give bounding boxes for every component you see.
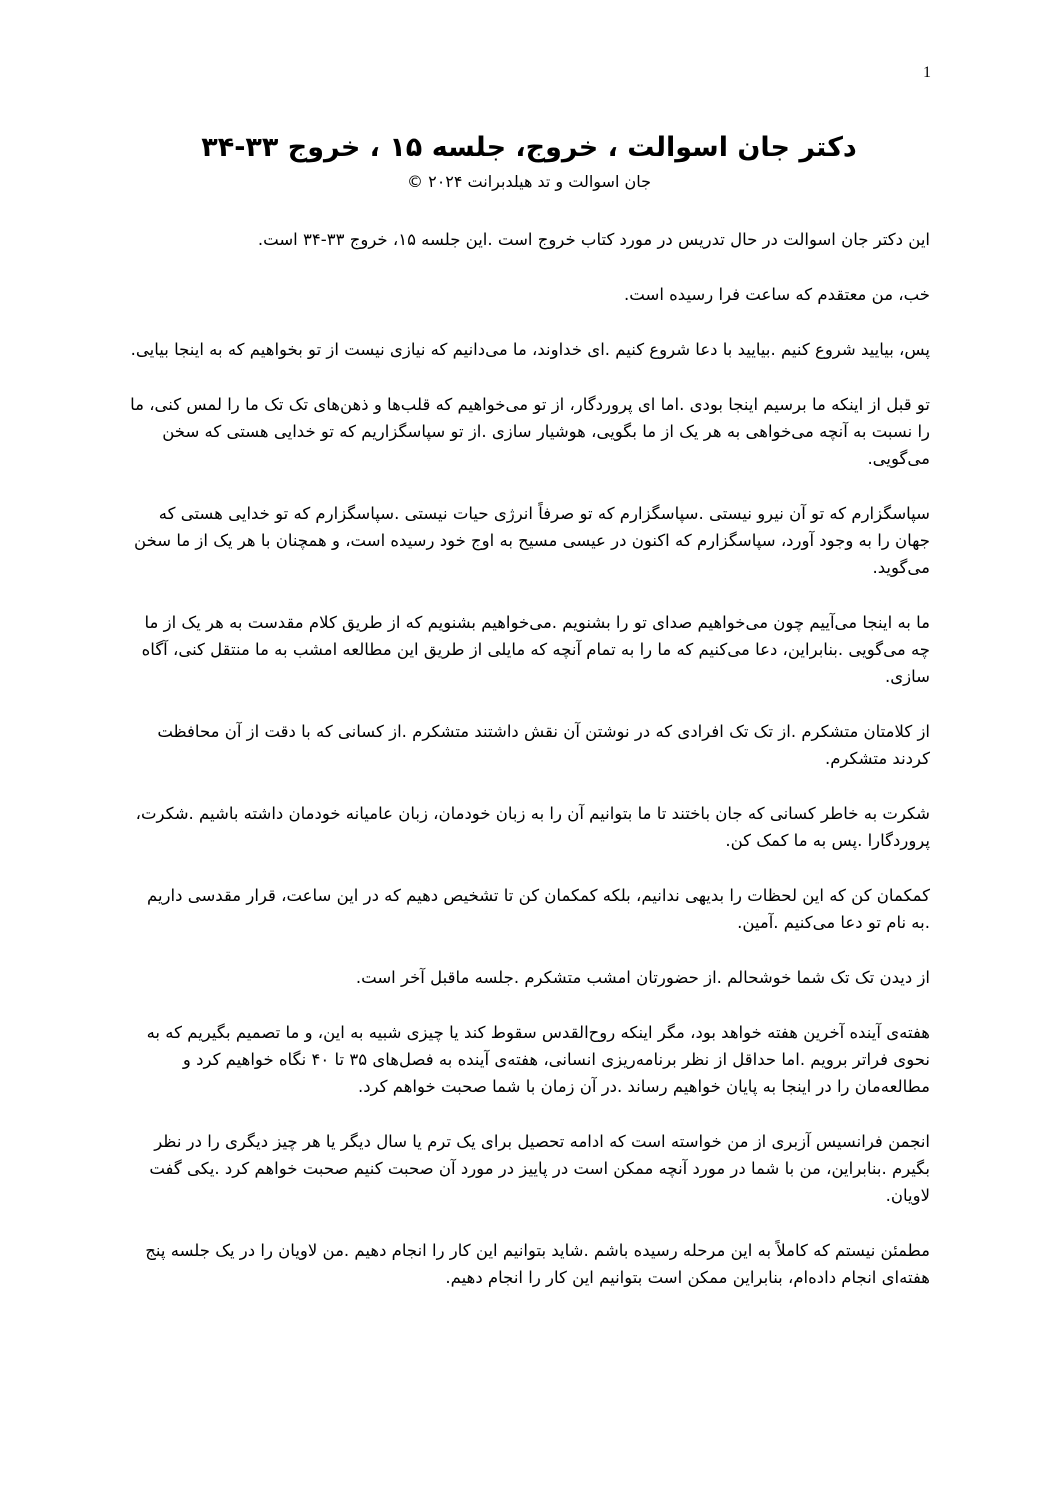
paragraph: پس، بیایید شروع کنیم .بیایید با دعا شروع کنیم .ای خداوند، ما می‌دانیم که نیازی نیست از تو بخواهیم که به اینجا بیایی. [130, 340, 930, 359]
document-title: دکتر جان اسوالت ، خروج، جلسه ۱۵ ، خروج ۳۳-۳۴ [201, 132, 857, 163]
paragraph: از دیدن تک تک شما خوشحالم .از حضورتان امشب متشکرم .جلسه ماقبل آخر است. [355, 968, 930, 987]
document-body [128, 226, 930, 1319]
paragraph: ما به اینجا می‌آییم چون می‌خواهیم صدای تو را بشنویم .می‌خواهیم بشنویم که از طریق کلام مقدست به هر یک از ما چه می‌گویی .بنابراین، دعا می‌کنیم که ما را به تمام آنچه که مایلی از طریق این مطالعه امشب به ما منتقل کنی، آگاه سازی. [141, 613, 930, 686]
paragraph: خب، من معتقدم که ساعت فرا رسیده است. [624, 285, 930, 304]
paragraph: هفته‌ی آینده آخرین هفته خواهد بود، مگر اینکه روح‌القدس سقوط کند یا چیزی شبیه به این، و ما تصمیم بگیریم که به نحوی فراتر برویم .اما حداقل از نظر برنامه‌ریزی انسانی، هفته‌ی آینده به فصل‌های ۳۵ تا ۴۰ نگاه خواهیم کرد و مطالعه‌مان را در اینجا به پایان خواهیم رساند .در آن زمان با شما صحبت خواهم کرد. [146, 1023, 930, 1096]
paragraph: از کلامتان متشکرم .از تک تک افرادی که در نوشتن آن نقش داشتند متشکرم .از کسانی که با دقت از آن محافظت کردند متشکرم. [157, 722, 930, 768]
paragraph: انجمن فرانسیس آزبری از من خواسته است که ادامه تحصیل برای یک ترم یا سال دیگر یا هر چیز دیگری را در نظر بگیرم .بنابراین، من با شما در مورد آنچه ممکن است در پاییز در مورد آن صحبت کنیم صحبت خواهم کرد .یکی گفت لاویان. [149, 1132, 930, 1205]
paragraph: شکرت به خاطر کسانی که جان باختند تا ما بتوانیم آن را به زبان خودمان، زبان عامیانه خودمان داشته باشیم .شکرت، پروردگارا .پس به ما کمک کن. [135, 804, 930, 850]
paragraph: این دکتر جان اسوالت در حال تدریس در مورد کتاب خروج است .این جلسه ۱۵، خروج ۳۳-۳۴ است. [257, 230, 930, 249]
paragraph: تو قبل از اینکه ما برسیم اینجا بودی .اما ای پروردگار، از تو می‌خواهیم که قلب‌ها و ذهن‌های تک تک ما را لمس کنی، ما را نسبت به آنچه می‌خواهی به هر یک از ما بگویی، هوشیار سازی .از تو سپاسگزاریم که تو خدایی هستی که سخن می‌گویی. [130, 395, 930, 468]
paragraph: مطمئن نیستم که کاملاً به این مرحله رسیده باشم .شاید بتوانیم این کار را انجام دهیم .من لاویان را در یک جلسه پنج هفته‌ای انجام داده‌ام، بنابراین ممکن است بتوانیم این کار را انجام دهیم. [145, 1241, 930, 1287]
document-header [0, 128, 1058, 194]
page-number: 1 [923, 64, 931, 81]
paragraph: سپاسگزارم که تو آن نیرو نیستی .سپاسگزارم که تو صرفاً انرژی حیات نیستی .سپاسگزارم که تو خدایی هستی که جهان را به وجود آورد، سپاسگزارم که اکنون در عیسی مسیح به اوج خود رسیده است، و همچنان با هر یک از ما سخن می‌گوید. [134, 504, 930, 577]
copyright-line: جان اسوالت و تد هیلدبرانت ۲۰۲۴ © [407, 172, 651, 191]
paragraph: کمکمان کن که این لحظات را بدیهی ندانیم، بلکه کمکمان کن تا تشخیص دهیم که در این ساعت، قرار مقدسی داریم .به نام تو دعا می‌کنیم .آمین. [146, 886, 930, 932]
